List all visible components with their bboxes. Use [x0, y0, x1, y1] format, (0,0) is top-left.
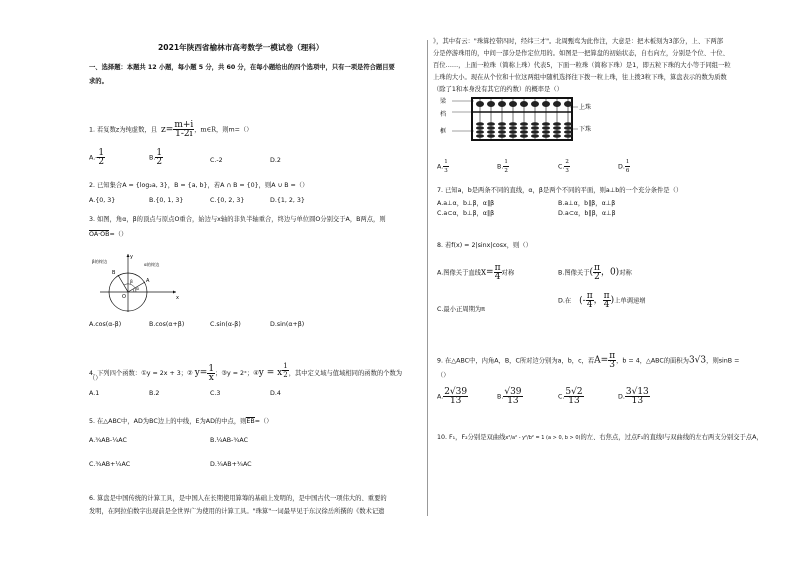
upper-bead [509, 101, 517, 107]
lower-bead [487, 122, 495, 126]
q4-option-d[interactable]: D.4 [270, 390, 281, 397]
alpha-side-label: α的终边 [144, 262, 160, 267]
lower-bead [520, 130, 528, 134]
lower-bead [498, 122, 506, 126]
upper-bead [531, 101, 539, 107]
q4-stem: 4. 下列四个函数：①y = 2x + 3；② y= $\frac{1}{x}$ ；③y = 2ˣ；④y = x $^{\frac{1}{2}}$ ，其中定义域与值域相同的函数的个数为 [89, 362, 403, 383]
q2-option-d[interactable]: D.{1, 2, 3} [270, 197, 305, 204]
lower-bead [476, 130, 484, 134]
q8-option-a[interactable]: A.图像关于直线x= $\frac{\pi}{4}$ 对称 [437, 263, 515, 282]
lower-bead [531, 122, 539, 126]
lower-bead-label: 下珠 [579, 126, 592, 133]
upper-bead [542, 101, 550, 107]
point-a-label: A [146, 278, 150, 284]
q5-option-d[interactable]: D.¼AB+¾AC [210, 461, 252, 468]
q5-stem: 5. 在△ABC中，AD为BC边上的中线，E为AD的中点，则EB=（） [89, 418, 273, 425]
lower-bead [476, 126, 484, 130]
q3-stem: 3. 如图，角α，β的顶点与原点O重合，始边与x轴的非负半轴重合，终边与单位圆O分别交于A，B两点，则 [89, 216, 386, 223]
lower-bead [509, 134, 517, 138]
abacus-rods [476, 99, 572, 139]
q1-stem: 1. 若复数z为纯虚数，且 z= $\frac{m+i}{1-2i}$ ，m∈R，则m=（） [89, 120, 253, 139]
q8-option-c[interactable]: C.最小正周期为π [437, 306, 485, 313]
q7-option-c[interactable]: C.a⊂α，b⊥β，α∥β [437, 210, 495, 217]
q6-line2: 发明，在阿拉伯数字出现前是全世界广为使用的计算工具。"珠算"一词最早见于东汉徐岳所撰的《数术记遗 [89, 508, 385, 515]
q6-cont-line4: 上珠的大小。现在从个位和十位这两组中随机选择往下拨一粒上珠，往上拨3粒下珠，算盘表示的数为质数 [433, 74, 727, 81]
lower-bead [542, 122, 550, 126]
lower-bead [553, 134, 561, 138]
upper-bead [553, 101, 561, 107]
lower-bead [531, 134, 539, 138]
lower-bead [553, 130, 561, 134]
lower-bead [476, 122, 484, 126]
q6-cont-line3: 百位……，上面一粒珠（简称上珠）代表5，下面一粒珠（简称下珠）是1，即五粒下珠的大小等于同组一粒 [433, 62, 731, 69]
x-axis-arrow-icon [173, 291, 176, 294]
q9-option-d[interactable]: D. $\frac{3√13}{13}$ [618, 387, 649, 406]
upper-bead [564, 101, 572, 107]
q2-option-a[interactable]: A.{0, 3} [89, 197, 116, 204]
q7-option-a[interactable]: A.a⊥α，b⊥β，α∥β [437, 200, 495, 207]
q6-line1: 6. 算盘是中国传统的计算工具，是中国人在长期使用算筹的基础上发明的，是中国古代一项伟大的、重要的 [89, 495, 387, 502]
lower-bead [531, 130, 539, 134]
q9-option-a[interactable]: A. $\frac{2√39}{13}$ [437, 387, 468, 406]
q10-stem: 10. F₁，F₂分别是双曲线x²/a² - y²/b² = 1 (a > 0, b > 0)的左、右焦点，过点F₁的直线l与双曲线的左右两支分别交于点A， [437, 434, 763, 441]
q1-option-b[interactable]: B. $\frac{1}{2}$ [149, 148, 163, 167]
q2-option-b[interactable]: B.{0, 1, 3} [149, 197, 184, 204]
lower-bead [520, 122, 528, 126]
lower-bead [553, 126, 561, 130]
upper-bead [520, 101, 528, 107]
lower-bead [509, 126, 517, 130]
q5-option-c[interactable]: C.¾AB+¼AC [89, 461, 131, 468]
lower-bead [564, 130, 572, 134]
q2-stem: 2. 已知集合A = {log₂a, 3}，B = {a, b}，若A ∩ B = {0}，则A ∪ B =（） [89, 182, 309, 189]
q6-option-c[interactable]: C. $\frac{2}{3}$ [558, 159, 569, 174]
q4-ask: （） [89, 375, 102, 382]
q7-option-b[interactable]: B.a⊥α，b∥β，α⊥β [558, 200, 616, 207]
lower-bead [487, 130, 495, 134]
x-label: x [176, 295, 179, 301]
lower-bead [476, 134, 484, 138]
lower-bead [542, 130, 550, 134]
q8-option-b[interactable]: B.图像关于( $\frac{\pi}{2}$ ，0)对称 [558, 263, 632, 282]
abacus-figure [438, 95, 598, 145]
lower-bead [520, 134, 528, 138]
q6-option-a[interactable]: A. $\frac{1}{3}$ [437, 159, 448, 174]
section-heading: 一、选择题：本题共 12 小题，每小题 5 分，共 60 分，在每小题给出的四个选项中，只有一项是符合题目要 [89, 64, 395, 71]
q8-option-d[interactable]: D.在 (- $\frac{\pi}{4}$ ， $\frac{\pi}{4}$ )上单调递增 [558, 291, 646, 310]
q5-option-b[interactable]: B.¼AB-¾AC [210, 437, 249, 444]
q6-option-b[interactable]: B. $\frac{1}{2}$ [497, 159, 508, 174]
q3-option-b[interactable]: B.cos(α+β) [149, 321, 185, 328]
page-title: 2021年陕西省榆林市高考数学一模试卷（理科） [158, 43, 324, 52]
lower-bead [564, 134, 572, 138]
q3-option-a[interactable]: A.cos(α-β) [89, 321, 122, 328]
lower-bead [498, 126, 506, 130]
lower-bead [553, 122, 561, 126]
lower-bead [542, 126, 550, 130]
q2-option-c[interactable]: C.{0, 2, 3} [210, 197, 245, 204]
upper-bead-label: 上珠 [579, 104, 592, 111]
beta-side [118, 275, 128, 292]
unit-circle-figure [92, 252, 182, 312]
q4-option-c[interactable]: C.3 [210, 390, 221, 397]
q6-cont-line2: 分是停游珠用的，中间一部分是作定位用的。如图是一把算盘的初始状态，自右向左，分别是个位、十位、 [433, 50, 729, 57]
q9-ask: （） [437, 372, 450, 379]
beam-label: 梁 [440, 98, 447, 105]
lower-bead [564, 126, 572, 130]
upper-bead [476, 101, 484, 107]
lower-bead [520, 126, 528, 130]
q9-stem: 9. 在△ABC中，内角A，B，C所对边分别为a，b，c，若A= $\frac{\pi}{3}$ ，b = 4，△ABC的面积为3√3，则sinB = [437, 351, 740, 370]
alpha-angle-label: α [136, 287, 139, 292]
y-label: y [130, 254, 133, 260]
lower-bead [564, 122, 572, 126]
upper-bead [487, 101, 495, 107]
origin-label: O [122, 294, 126, 300]
q7-stem: 7. 已知a，b是两条不同的直线，α，β是两个不同的平面，则a⊥b的一个充分条件是（） [437, 187, 683, 194]
lower-bead [487, 126, 495, 130]
lower-bead [509, 122, 517, 126]
column-divider [427, 40, 428, 516]
q1-option-a[interactable]: A.- $\frac{1}{2}$ [89, 148, 105, 167]
q3-option-c[interactable]: C.sin(α-β) [210, 321, 241, 328]
q9-option-b[interactable]: B. $\frac{√39}{13}$ [497, 387, 522, 406]
q7-option-d[interactable]: D.a⊂α，b∥β，α⊥β [558, 210, 616, 217]
q8-stem: 8. 若f(x) = 2|sinx|cosx，则（） [437, 242, 532, 249]
beta-side-label: β的终边 [92, 259, 108, 264]
frame-label: 框 [440, 128, 447, 135]
q5-option-a[interactable]: A.¾AB-¼AC [89, 437, 127, 444]
rod-label: 档 [440, 111, 447, 118]
q4-option-a[interactable]: A.1 [89, 390, 100, 397]
q3-ask: OA·OB=（） [89, 231, 128, 238]
upper-bead [498, 101, 506, 107]
lower-bead [531, 126, 539, 130]
q6-option-d[interactable]: D. $\frac{1}{6}$ [618, 159, 630, 174]
q4-option-b[interactable]: B.2 [149, 390, 160, 397]
point-b-label: B [112, 270, 116, 276]
q6-cont-line5: （除了1和本身没有其它的约数）的概率是（） [433, 86, 563, 93]
q3-option-d[interactable]: D.sin(α+β) [270, 321, 305, 328]
lower-bead [498, 134, 506, 138]
q1-option-c[interactable]: C.-2 [210, 157, 223, 164]
q9-option-c[interactable]: C. $\frac{5√2}{13}$ [558, 387, 583, 406]
lower-bead [509, 130, 517, 134]
lower-bead [498, 130, 506, 134]
q1-option-d[interactable]: D.2 [270, 157, 281, 164]
lower-bead [542, 134, 550, 138]
beta-angle-label: β [130, 280, 133, 285]
lower-bead [487, 134, 495, 138]
section-heading-cont: 求的。 [89, 78, 108, 85]
q6-cont-line1: 》，其中有云："珠算控带四时，经纬三才"。北周甄鸾为此作注，大意是：把木板刻为3部分，上、下两部 [433, 38, 724, 45]
